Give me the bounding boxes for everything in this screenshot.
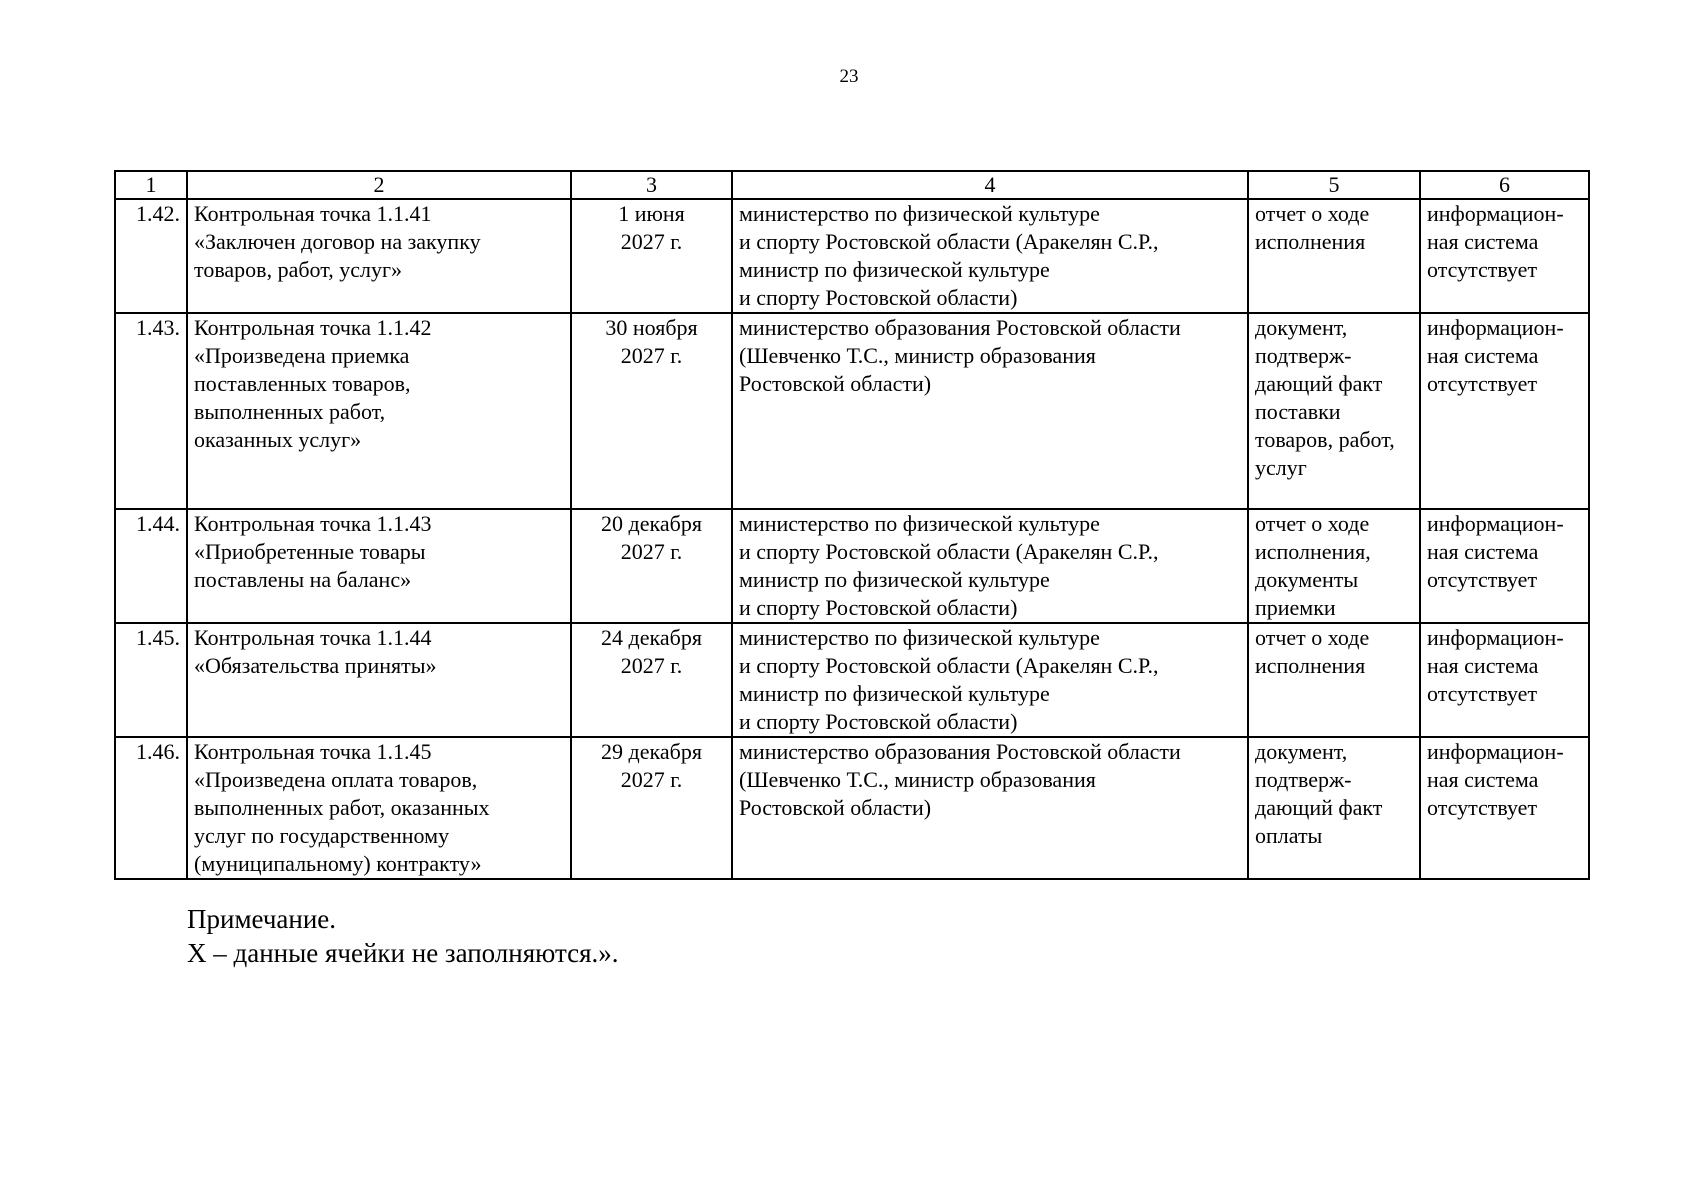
responsible-executor: министерство по физической культуре и спорту Ростовской области (Аракелян С.Р., министр по физической культуре и спорту Ростовской области) bbox=[732, 509, 1248, 623]
table-row bbox=[115, 623, 1589, 737]
information-system: информацион- ная система отсутствует bbox=[1420, 623, 1589, 737]
table-row bbox=[115, 313, 1589, 509]
confirming-document: документ, подтверж- дающий факт поставки товаров, работ, услуг bbox=[1248, 313, 1420, 509]
note-block bbox=[187, 902, 619, 970]
column-header-3: 3 bbox=[571, 171, 732, 199]
control-point-event: Контрольная точка 1.1.42 «Произведена приемка поставленных товаров, выполненных работ, оказанных услуг» bbox=[187, 313, 571, 509]
row-number: 1.46. bbox=[115, 737, 187, 879]
information-system: информацион- ная система отсутствует bbox=[1420, 509, 1589, 623]
confirming-document: отчет о ходе исполнения bbox=[1248, 623, 1420, 737]
information-system: информацион- ная система отсутствует bbox=[1420, 737, 1589, 879]
note-title: Примечание. bbox=[187, 904, 337, 934]
table-row bbox=[115, 737, 1589, 879]
responsible-executor: министерство образования Ростовской области (Шевченко Т.С., министр образования Ростовской области) bbox=[732, 313, 1248, 509]
row-number: 1.43. bbox=[115, 313, 187, 509]
confirming-document: документ, подтверж- дающий факт оплаты bbox=[1248, 737, 1420, 879]
row-number: 1.44. bbox=[115, 509, 187, 623]
column-header-4: 4 bbox=[732, 171, 1248, 199]
confirming-document: отчет о ходе исполнения, документы приемки bbox=[1248, 509, 1420, 623]
table-row bbox=[115, 509, 1589, 623]
confirming-document: отчет о ходе исполнения bbox=[1248, 199, 1420, 313]
deadline-date: 30 ноября 2027 г. bbox=[571, 313, 732, 509]
table-row bbox=[115, 199, 1589, 313]
page-number: 23 bbox=[839, 66, 859, 87]
note-text: Х – данные ячейки не заполняются.». bbox=[187, 938, 619, 968]
row-number: 1.45. bbox=[115, 623, 187, 737]
control-points-table bbox=[114, 170, 1590, 880]
control-point-event: Контрольная точка 1.1.41 «Заключен договор на закупку товаров, работ, услуг» bbox=[187, 199, 571, 313]
column-header-5: 5 bbox=[1248, 171, 1420, 199]
table-header-row bbox=[115, 171, 1589, 199]
deadline-date: 1 июня 2027 г. bbox=[571, 199, 732, 313]
column-header-6: 6 bbox=[1420, 171, 1589, 199]
responsible-executor: министерство образования Ростовской области (Шевченко Т.С., министр образования Ростовской области) bbox=[732, 737, 1248, 879]
column-header-1: 1 bbox=[115, 171, 187, 199]
information-system: информацион- ная система отсутствует bbox=[1420, 313, 1589, 509]
responsible-executor: министерство по физической культуре и спорту Ростовской области (Аракелян С.Р., министр по физической культуре и спорту Ростовской области) bbox=[732, 623, 1248, 737]
information-system: информацион- ная система отсутствует bbox=[1420, 199, 1589, 313]
control-point-event: Контрольная точка 1.1.44 «Обязательства приняты» bbox=[187, 623, 571, 737]
control-point-event: Контрольная точка 1.1.43 «Приобретенные товары поставлены на баланс» bbox=[187, 509, 571, 623]
deadline-date: 29 декабря 2027 г. bbox=[571, 737, 732, 879]
deadline-date: 24 декабря 2027 г. bbox=[571, 623, 732, 737]
deadline-date: 20 декабря 2027 г. bbox=[571, 509, 732, 623]
responsible-executor: министерство по физической культуре и спорту Ростовской области (Аракелян С.Р., министр по физической культуре и спорту Ростовской области) bbox=[732, 199, 1248, 313]
row-number: 1.42. bbox=[115, 199, 187, 313]
column-header-2: 2 bbox=[187, 171, 571, 199]
control-point-event: Контрольная точка 1.1.45 «Произведена оплата товаров, выполненных работ, оказанных услуг по государственному (муниципальному) контракту» bbox=[187, 737, 571, 879]
